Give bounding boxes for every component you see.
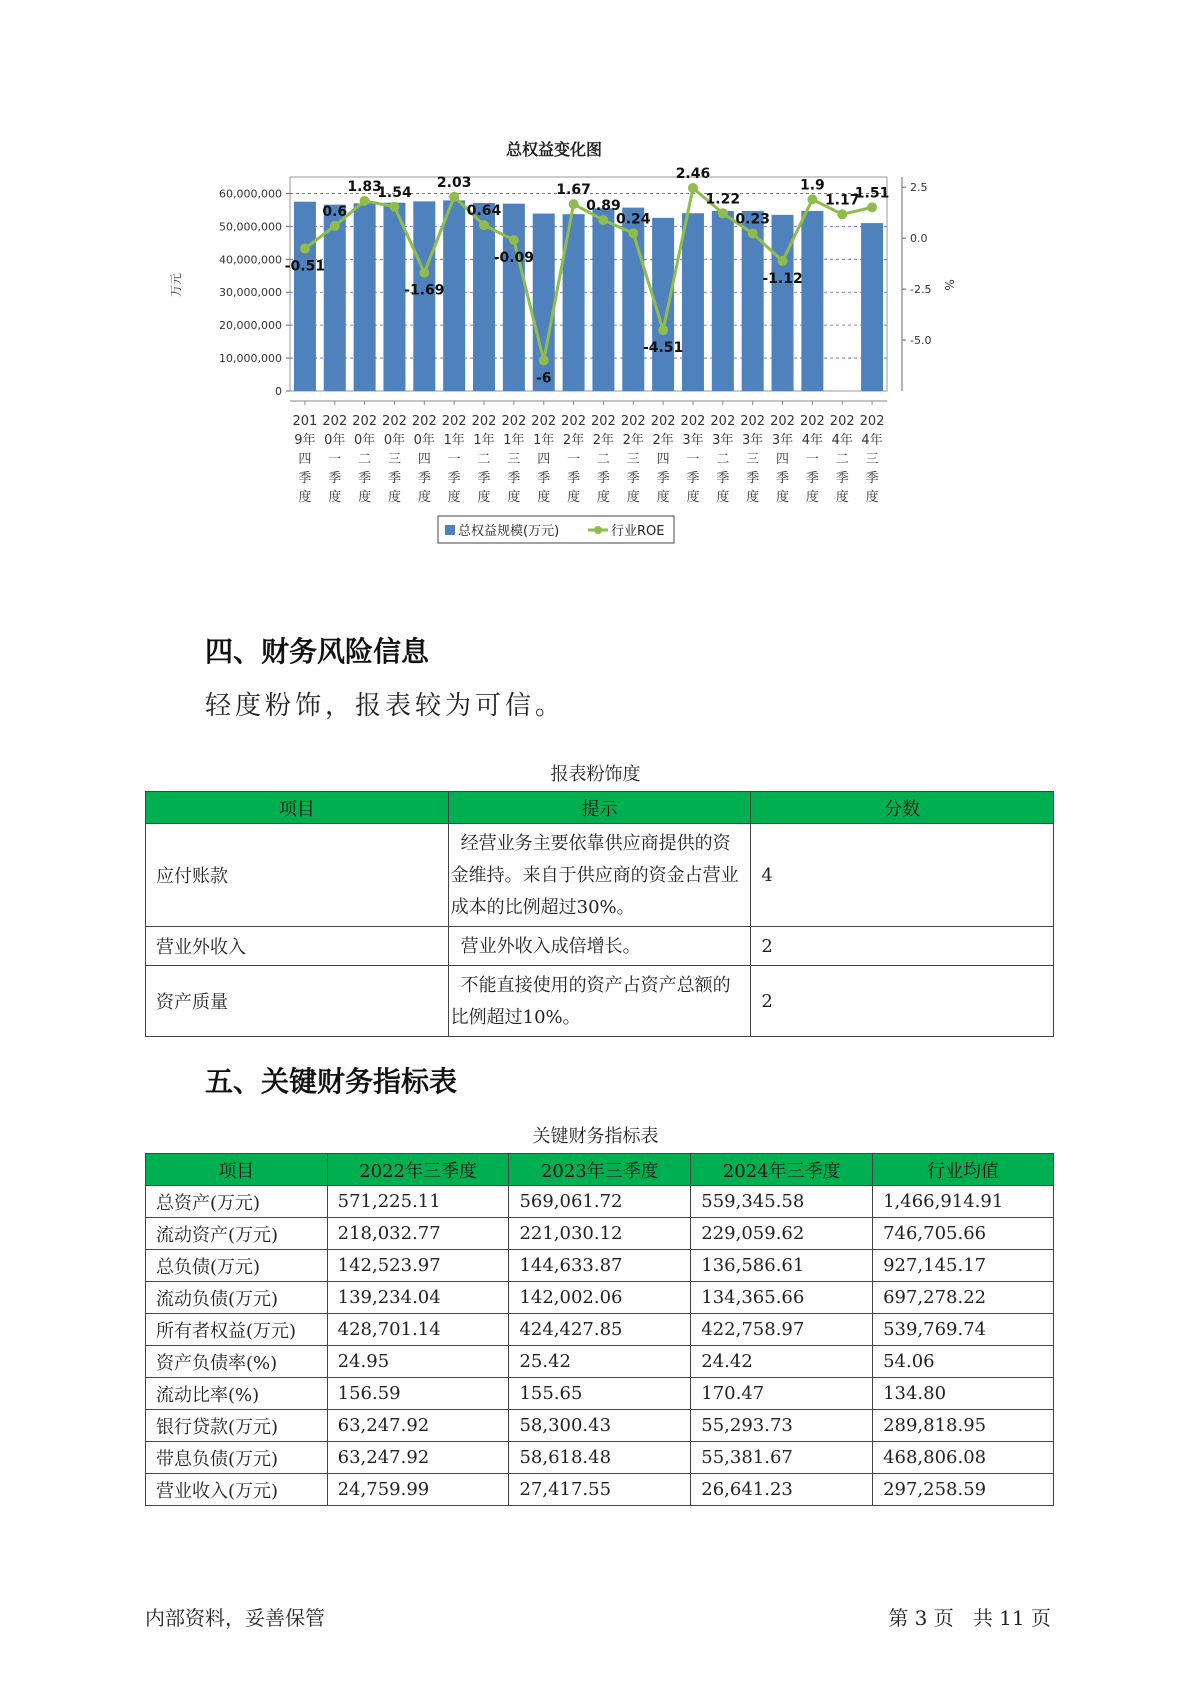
table-cell: 25.42 (509, 1346, 691, 1378)
bar (712, 211, 734, 391)
bar (503, 204, 525, 391)
x-tick-label: 一 (447, 452, 461, 467)
roe-data-label: 0.89 (586, 198, 621, 215)
x-tick-label: 二 (835, 452, 849, 467)
roe-data-label: -1.12 (762, 270, 803, 287)
table-cell: 所有者权益(万元) (146, 1314, 328, 1346)
roe-data-label: 0.24 (616, 211, 651, 228)
x-tick-label: 三 (626, 452, 640, 467)
x-tick-label: 202 (322, 414, 348, 429)
x-tick-label: 1年 (533, 433, 555, 448)
table-cell: 26,641.23 (691, 1474, 873, 1506)
table-cell: 54.06 (873, 1346, 1054, 1378)
roe-data-label: -0.09 (493, 249, 535, 266)
table-cell: 55,381.67 (691, 1442, 873, 1474)
roe-data-label: 1.83 (347, 178, 382, 195)
table-cell: 流动负债(万元) (146, 1282, 328, 1314)
table-cell: 2 (751, 966, 1054, 1037)
table-row (146, 1442, 1054, 1474)
x-tick-label: 一 (567, 452, 581, 467)
column-header: 2022年三季度 (327, 1154, 509, 1186)
y-axis-label: 万元 (169, 272, 183, 298)
table-row (146, 1410, 1054, 1442)
x-tick-label: 二 (477, 452, 491, 467)
roe-data-label: -0.51 (284, 258, 326, 275)
table-caption-whitewash: 报表粉饰度 (550, 764, 641, 785)
footer-page-number: 第 3 页 共 11 页 (888, 1606, 1051, 1630)
equity-chart-svg (150, 135, 980, 595)
x-tick-label: 季 (387, 471, 401, 486)
y2-tick-label: 2.5 (910, 181, 928, 195)
x-tick-label: 202 (501, 414, 527, 429)
table-cell: 134,365.66 (691, 1282, 873, 1314)
table-cell: 24.95 (327, 1346, 509, 1378)
x-tick-label: 度 (477, 490, 491, 505)
roe-point (419, 268, 429, 278)
roe-point (360, 196, 370, 206)
section-heading-financial-risk: 四、财务风险信息 (205, 635, 430, 668)
table-cell: 1,466,914.91 (873, 1186, 1054, 1218)
x-tick-label: 202 (531, 414, 557, 429)
equity-chart (150, 135, 980, 595)
table-caption-key-indicators: 关键财务指标表 (532, 1126, 659, 1147)
y-tick-label: 40,000,000 (219, 253, 282, 267)
x-tick-label: 季 (716, 471, 730, 486)
x-tick-label: 9年 (294, 433, 316, 448)
x-tick-label: 202 (591, 414, 616, 429)
legend-label-roe: 行业ROE (611, 524, 665, 539)
column-header: 项目 (146, 792, 449, 824)
table-cell: 63,247.92 (327, 1442, 509, 1474)
x-tick-label: 202 (620, 414, 646, 429)
table-cell: 55,293.73 (691, 1410, 873, 1442)
x-tick-label: 季 (507, 471, 521, 486)
table-cell: 应付账款 (146, 824, 449, 927)
x-tick-label: 202 (859, 414, 885, 429)
x-tick-label: 202 (680, 414, 706, 429)
table-row (146, 824, 1054, 927)
roe-data-label: 1.22 (705, 191, 741, 208)
legend-swatch-equity (445, 525, 455, 535)
table-cell: 流动资产(万元) (146, 1218, 328, 1250)
x-tick-label: 度 (447, 490, 461, 505)
roe-point (389, 202, 399, 212)
table-cell: 156.59 (327, 1378, 509, 1410)
table-cell: 总负债(万元) (146, 1250, 328, 1282)
roe-point (688, 183, 698, 193)
table-cell: 297,258.59 (873, 1474, 1054, 1506)
x-tick-label: 3年 (771, 433, 794, 448)
x-tick-label: 季 (417, 471, 431, 486)
x-tick-label: 三 (387, 452, 401, 467)
x-tick-label: 202 (471, 414, 497, 429)
table-cell: 428,701.14 (327, 1314, 509, 1346)
x-tick-label: 202 (382, 414, 407, 429)
x-tick-label: 202 (650, 414, 676, 429)
roe-point (778, 256, 788, 266)
x-tick-label: 2年 (622, 433, 644, 448)
table-cell: 24.42 (691, 1346, 873, 1378)
x-tick-label: 度 (507, 490, 521, 505)
x-tick-label: 季 (686, 471, 700, 486)
x-tick-label: 一 (686, 452, 700, 467)
x-tick-label: 3年 (742, 433, 764, 448)
section-heading-key-indicators: 五、关键财务指标表 (205, 1065, 458, 1098)
bar (473, 203, 495, 391)
table-cell: 139,234.04 (327, 1282, 509, 1314)
bar (443, 200, 465, 391)
x-tick-label: 季 (298, 471, 312, 486)
x-tick-label: 度 (596, 490, 610, 505)
key-indicators-table (145, 1153, 1054, 1506)
table-cell: 142,002.06 (509, 1282, 691, 1314)
table-header-row (146, 792, 1054, 824)
table-cell: 流动比率(%) (146, 1378, 328, 1410)
x-tick-label: 季 (567, 471, 581, 486)
table-cell: 带息负债(万元) (146, 1442, 328, 1474)
y2-tick-label: 0.0 (910, 232, 928, 246)
x-tick-label: 202 (441, 414, 467, 429)
roe-point (330, 221, 340, 231)
x-tick-label: 201 (292, 414, 318, 429)
roe-data-label: 2.46 (675, 166, 711, 183)
y-tick-label: 50,000,000 (219, 220, 282, 234)
x-tick-label: 度 (537, 490, 551, 505)
table-row (146, 1250, 1054, 1282)
x-tick-label: 季 (626, 471, 640, 486)
table-cell: 58,300.43 (509, 1410, 691, 1442)
roe-data-label: 1.67 (556, 182, 591, 199)
x-tick-label: 度 (417, 490, 431, 505)
x-tick-label: 度 (567, 490, 581, 505)
table-cell: 134.80 (873, 1378, 1054, 1410)
table-cell: 63,247.92 (327, 1410, 509, 1442)
roe-data-label: -6 (535, 370, 552, 387)
table-cell: 468,806.08 (873, 1442, 1054, 1474)
bar (861, 223, 883, 391)
x-tick-label: 季 (537, 471, 551, 486)
x-tick-label: 四 (537, 452, 551, 467)
x-tick-label: 一 (328, 452, 342, 467)
table-cell: 经营业务主要依靠供应商提供的资金维持。来自于供应商的资金占营业成本的比例超过30%。 (448, 824, 751, 927)
table-cell: 资产负债率(%) (146, 1346, 328, 1378)
table-cell: 746,705.66 (873, 1218, 1054, 1250)
table-cell: 218,032.77 (327, 1218, 509, 1250)
x-tick-label: 一 (805, 452, 819, 467)
table-cell: 营业外收入成倍增长。 (448, 927, 751, 966)
risk-summary: 轻度粉饰，报表较为可信。 (205, 691, 566, 721)
x-tick-label: 2年 (562, 433, 585, 448)
footer-confidential-note: 内部资料，妥善保管 (145, 1606, 325, 1630)
x-tick-label: 度 (656, 490, 670, 505)
table-cell: 424,427.85 (509, 1314, 691, 1346)
x-tick-label: 二 (716, 452, 730, 467)
x-tick-label: 度 (387, 490, 401, 505)
roe-point (598, 215, 608, 225)
table-cell: 229,059.62 (691, 1218, 873, 1250)
roe-data-label: 0.6 (322, 203, 348, 220)
x-tick-label: 季 (656, 471, 670, 486)
bar (682, 213, 704, 391)
y-tick-label: 20,000,000 (219, 319, 282, 333)
x-tick-label: 4年 (831, 433, 853, 448)
x-tick-label: 度 (358, 490, 372, 505)
legend-marker-roe (594, 526, 602, 534)
table-cell: 697,278.22 (873, 1282, 1054, 1314)
x-tick-label: 季 (865, 471, 879, 486)
x-tick-label: 1年 (503, 433, 525, 448)
roe-point (628, 228, 638, 238)
x-tick-label: 四 (656, 452, 670, 467)
x-tick-label: 1年 (443, 433, 465, 448)
column-header: 分数 (751, 792, 1054, 824)
bar (383, 203, 405, 391)
table-cell: 569,061.72 (509, 1186, 691, 1218)
table-cell: 144,633.87 (509, 1250, 691, 1282)
roe-point (807, 194, 817, 204)
y-tick-label: 30,000,000 (219, 286, 282, 300)
roe-data-label: 1.51 (854, 185, 890, 202)
x-tick-label: 度 (328, 490, 342, 505)
roe-data-label: 1.9 (799, 177, 825, 194)
roe-point (449, 192, 459, 202)
roe-point (658, 325, 668, 335)
roe-data-label: -1.69 (404, 282, 445, 299)
x-tick-label: 季 (358, 471, 372, 486)
roe-data-label: 0.23 (735, 211, 770, 228)
table-cell: 289,818.95 (873, 1410, 1054, 1442)
y-tick-label: 60,000,000 (219, 187, 282, 201)
y2-axis-label: % (942, 279, 956, 291)
x-tick-label: 四 (417, 452, 431, 467)
x-tick-label: 4年 (861, 433, 883, 448)
legend-label-equity: 总权益规模(万元) (458, 524, 560, 539)
column-header: 行业均值 (873, 1154, 1054, 1186)
roe-point (867, 202, 877, 212)
x-tick-label: 四 (298, 452, 312, 467)
x-tick-label: 季 (328, 471, 342, 486)
table-cell: 资产质量 (146, 966, 449, 1037)
x-tick-label: 202 (829, 414, 855, 429)
table-row (146, 1186, 1054, 1218)
x-tick-label: 4年 (801, 433, 824, 448)
table-cell: 539,769.74 (873, 1314, 1054, 1346)
bar (294, 202, 316, 391)
column-header: 提示 (448, 792, 751, 824)
x-tick-label: 三 (865, 452, 879, 467)
table-cell: 营业外收入 (146, 927, 449, 966)
x-tick-label: 2年 (592, 433, 615, 448)
table-cell: 170.47 (691, 1378, 873, 1410)
x-tick-label: 2年 (652, 433, 674, 448)
x-tick-label: 0年 (324, 433, 346, 448)
table-cell: 155.65 (509, 1378, 691, 1410)
table-cell: 559,345.58 (691, 1186, 873, 1218)
x-tick-label: 季 (596, 471, 610, 486)
x-tick-label: 3年 (682, 433, 704, 448)
table-row (146, 966, 1054, 1037)
chart-title: 总权益变化图 (505, 140, 603, 159)
table-row (146, 927, 1054, 966)
x-tick-label: 季 (477, 471, 491, 486)
table-cell: 27,417.55 (509, 1474, 691, 1506)
x-tick-label: 202 (770, 414, 795, 429)
x-tick-label: 度 (298, 490, 312, 505)
roe-point (509, 235, 519, 245)
column-header: 2023年三季度 (509, 1154, 691, 1186)
table-cell: 142,523.97 (327, 1250, 509, 1282)
x-tick-label: 三 (507, 452, 521, 467)
column-header: 2024年三季度 (691, 1154, 873, 1186)
x-tick-label: 1年 (473, 433, 495, 448)
x-tick-label: 度 (686, 490, 700, 505)
x-tick-label: 度 (776, 490, 790, 505)
roe-data-label: -4.51 (642, 340, 684, 357)
x-tick-label: 四 (776, 452, 790, 467)
column-header: 项目 (146, 1154, 328, 1186)
roe-point (748, 228, 758, 238)
x-tick-label: 度 (746, 490, 760, 505)
x-tick-label: 202 (740, 414, 766, 429)
table-row (146, 1218, 1054, 1250)
table-cell: 221,030.12 (509, 1218, 691, 1250)
table-cell: 总资产(万元) (146, 1186, 328, 1218)
table-cell: 4 (751, 824, 1054, 927)
y2-tick-label: -2.5 (910, 283, 932, 297)
x-tick-label: 0年 (353, 433, 376, 448)
x-tick-label: 202 (352, 414, 378, 429)
x-tick-label: 3年 (712, 433, 734, 448)
x-tick-label: 202 (710, 414, 736, 429)
x-tick-label: 二 (358, 452, 372, 467)
x-tick-label: 度 (865, 490, 879, 505)
table-cell: 927,145.17 (873, 1250, 1054, 1282)
roe-point (539, 355, 549, 365)
x-tick-label: 度 (626, 490, 640, 505)
x-tick-label: 202 (411, 414, 437, 429)
y-tick-label: 0 (275, 385, 282, 398)
x-tick-label: 0年 (413, 433, 435, 448)
table-cell: 营业收入(万元) (146, 1474, 328, 1506)
bar (772, 215, 794, 391)
x-tick-label: 度 (716, 490, 730, 505)
roe-data-label: 0.64 (466, 203, 502, 220)
table-row (146, 1378, 1054, 1410)
whitewash-table (145, 791, 1054, 1037)
x-tick-label: 度 (835, 490, 849, 505)
table-cell: 2 (751, 927, 1054, 966)
roe-point (569, 199, 579, 209)
table-row (146, 1474, 1054, 1506)
x-tick-label: 三 (746, 452, 760, 467)
roe-data-label: 2.03 (436, 174, 472, 191)
y2-tick-label: -5.0 (910, 334, 932, 348)
x-tick-label: 202 (561, 414, 586, 429)
table-cell: 银行贷款(万元) (146, 1410, 328, 1442)
table-row (146, 1346, 1054, 1378)
x-tick-label: 202 (799, 414, 825, 429)
table-cell: 422,758.97 (691, 1314, 873, 1346)
x-tick-label: 0年 (383, 433, 406, 448)
x-tick-label: 季 (447, 471, 461, 486)
table-row (146, 1314, 1054, 1346)
table-cell: 58,618.48 (509, 1442, 691, 1474)
roe-point (300, 244, 310, 254)
roe-point (837, 209, 847, 219)
x-tick-label: 季 (776, 471, 790, 486)
table-cell: 不能直接使用的资产占资产总额的比例超过10%。 (448, 966, 751, 1037)
roe-point (479, 220, 489, 230)
x-tick-label: 季 (835, 471, 849, 486)
x-tick-label: 季 (746, 471, 760, 486)
x-tick-label: 二 (596, 452, 610, 467)
table-cell: 24,759.99 (327, 1474, 509, 1506)
table-header-row (146, 1154, 1054, 1186)
table-cell: 136,586.61 (691, 1250, 873, 1282)
table-cell: 571,225.11 (327, 1186, 509, 1218)
bar (592, 208, 614, 391)
y-tick-label: 10,000,000 (219, 352, 282, 366)
roe-point (718, 208, 728, 218)
bar (354, 203, 376, 391)
bar (801, 211, 823, 391)
roe-data-label: 1.17 (824, 192, 860, 209)
roe-data-label: 1.54 (377, 184, 412, 201)
x-tick-label: 季 (805, 471, 819, 486)
x-tick-label: 度 (805, 490, 819, 505)
table-row (146, 1282, 1054, 1314)
